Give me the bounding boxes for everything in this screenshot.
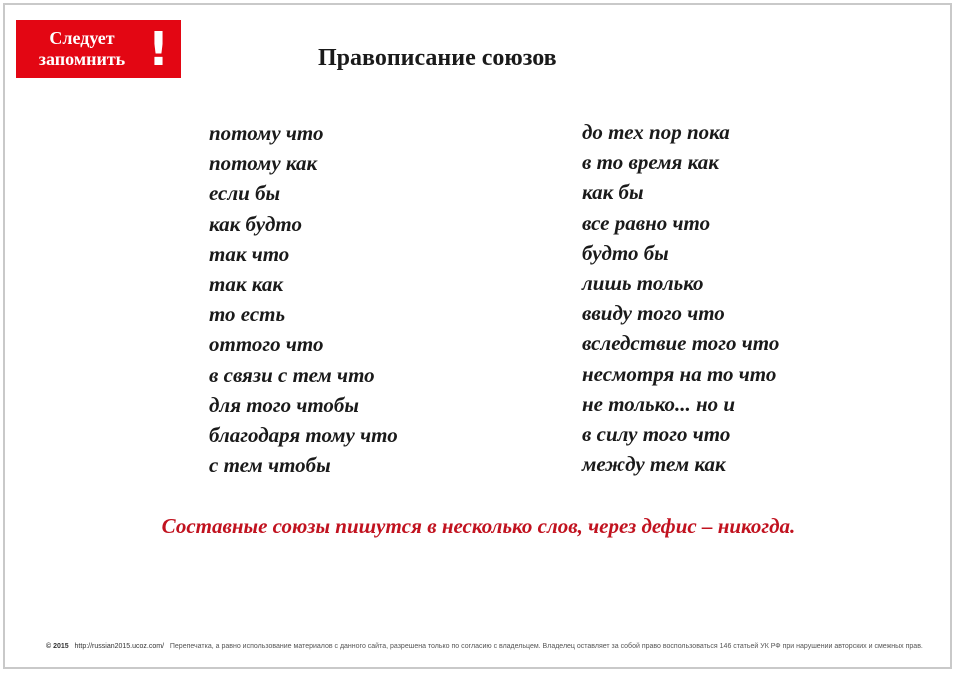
list-item: лишь только: [582, 271, 704, 296]
list-item: до тех пор пока: [582, 120, 730, 144]
conjunctions-right-list: [582, 117, 779, 479]
list-item: в связи с тем что: [209, 362, 375, 387]
exclamation-icon: !: [148, 22, 169, 76]
page-title: Правописание союзов: [318, 45, 557, 71]
footer-link[interactable]: http://russian2015.ucoz.com/: [74, 643, 165, 650]
footer: [46, 643, 923, 650]
badge-line-2: запомнить: [38, 49, 126, 69]
rule-statement: Составные союзы пишутся в несколько слов, через дефис – никогда.: [161, 514, 796, 538]
list-item: так как: [209, 272, 283, 297]
list-item: оттого что: [209, 332, 324, 357]
badge-line-1: Следует: [49, 28, 115, 48]
badge-text: [26, 28, 138, 70]
list-item: все равно что: [582, 210, 711, 235]
list-item: как будто: [209, 211, 302, 236]
list-item: с тем чтобы: [209, 453, 331, 478]
list-item: в то время как: [582, 150, 719, 175]
list-item: несмотря на то что: [582, 361, 777, 386]
list-item: если бы: [209, 181, 281, 206]
list-item: так что: [209, 241, 290, 266]
footer-notice: Перепечатка, а равно использование материалов с данного сайта, разрешена только по согласию с владельцем. Владелец оставляет за собой право воспользоваться 146 статьей УК РФ при нарушении авторских и смежных прав.: [169, 643, 923, 650]
page-frame: [3, 3, 952, 669]
list-item: не только... но и: [582, 391, 736, 416]
list-item: будто бы: [582, 240, 669, 265]
list-item: потому что: [209, 121, 324, 145]
list-item: то есть: [209, 302, 286, 327]
footer-copyright: © 2015: [46, 643, 69, 650]
list-item: в силу того что: [582, 422, 731, 447]
list-item: потому как: [209, 151, 318, 176]
list-item: ввиду того что: [582, 301, 725, 326]
list-item: между тем как: [582, 452, 726, 477]
list-item: для того чтобы: [209, 392, 359, 417]
list-item: благодаря тому что: [209, 423, 398, 448]
conjunctions-left-list: [209, 118, 398, 480]
remember-badge: [16, 20, 181, 78]
list-item: как бы: [582, 180, 644, 205]
list-item: вследствие того что: [582, 331, 780, 356]
